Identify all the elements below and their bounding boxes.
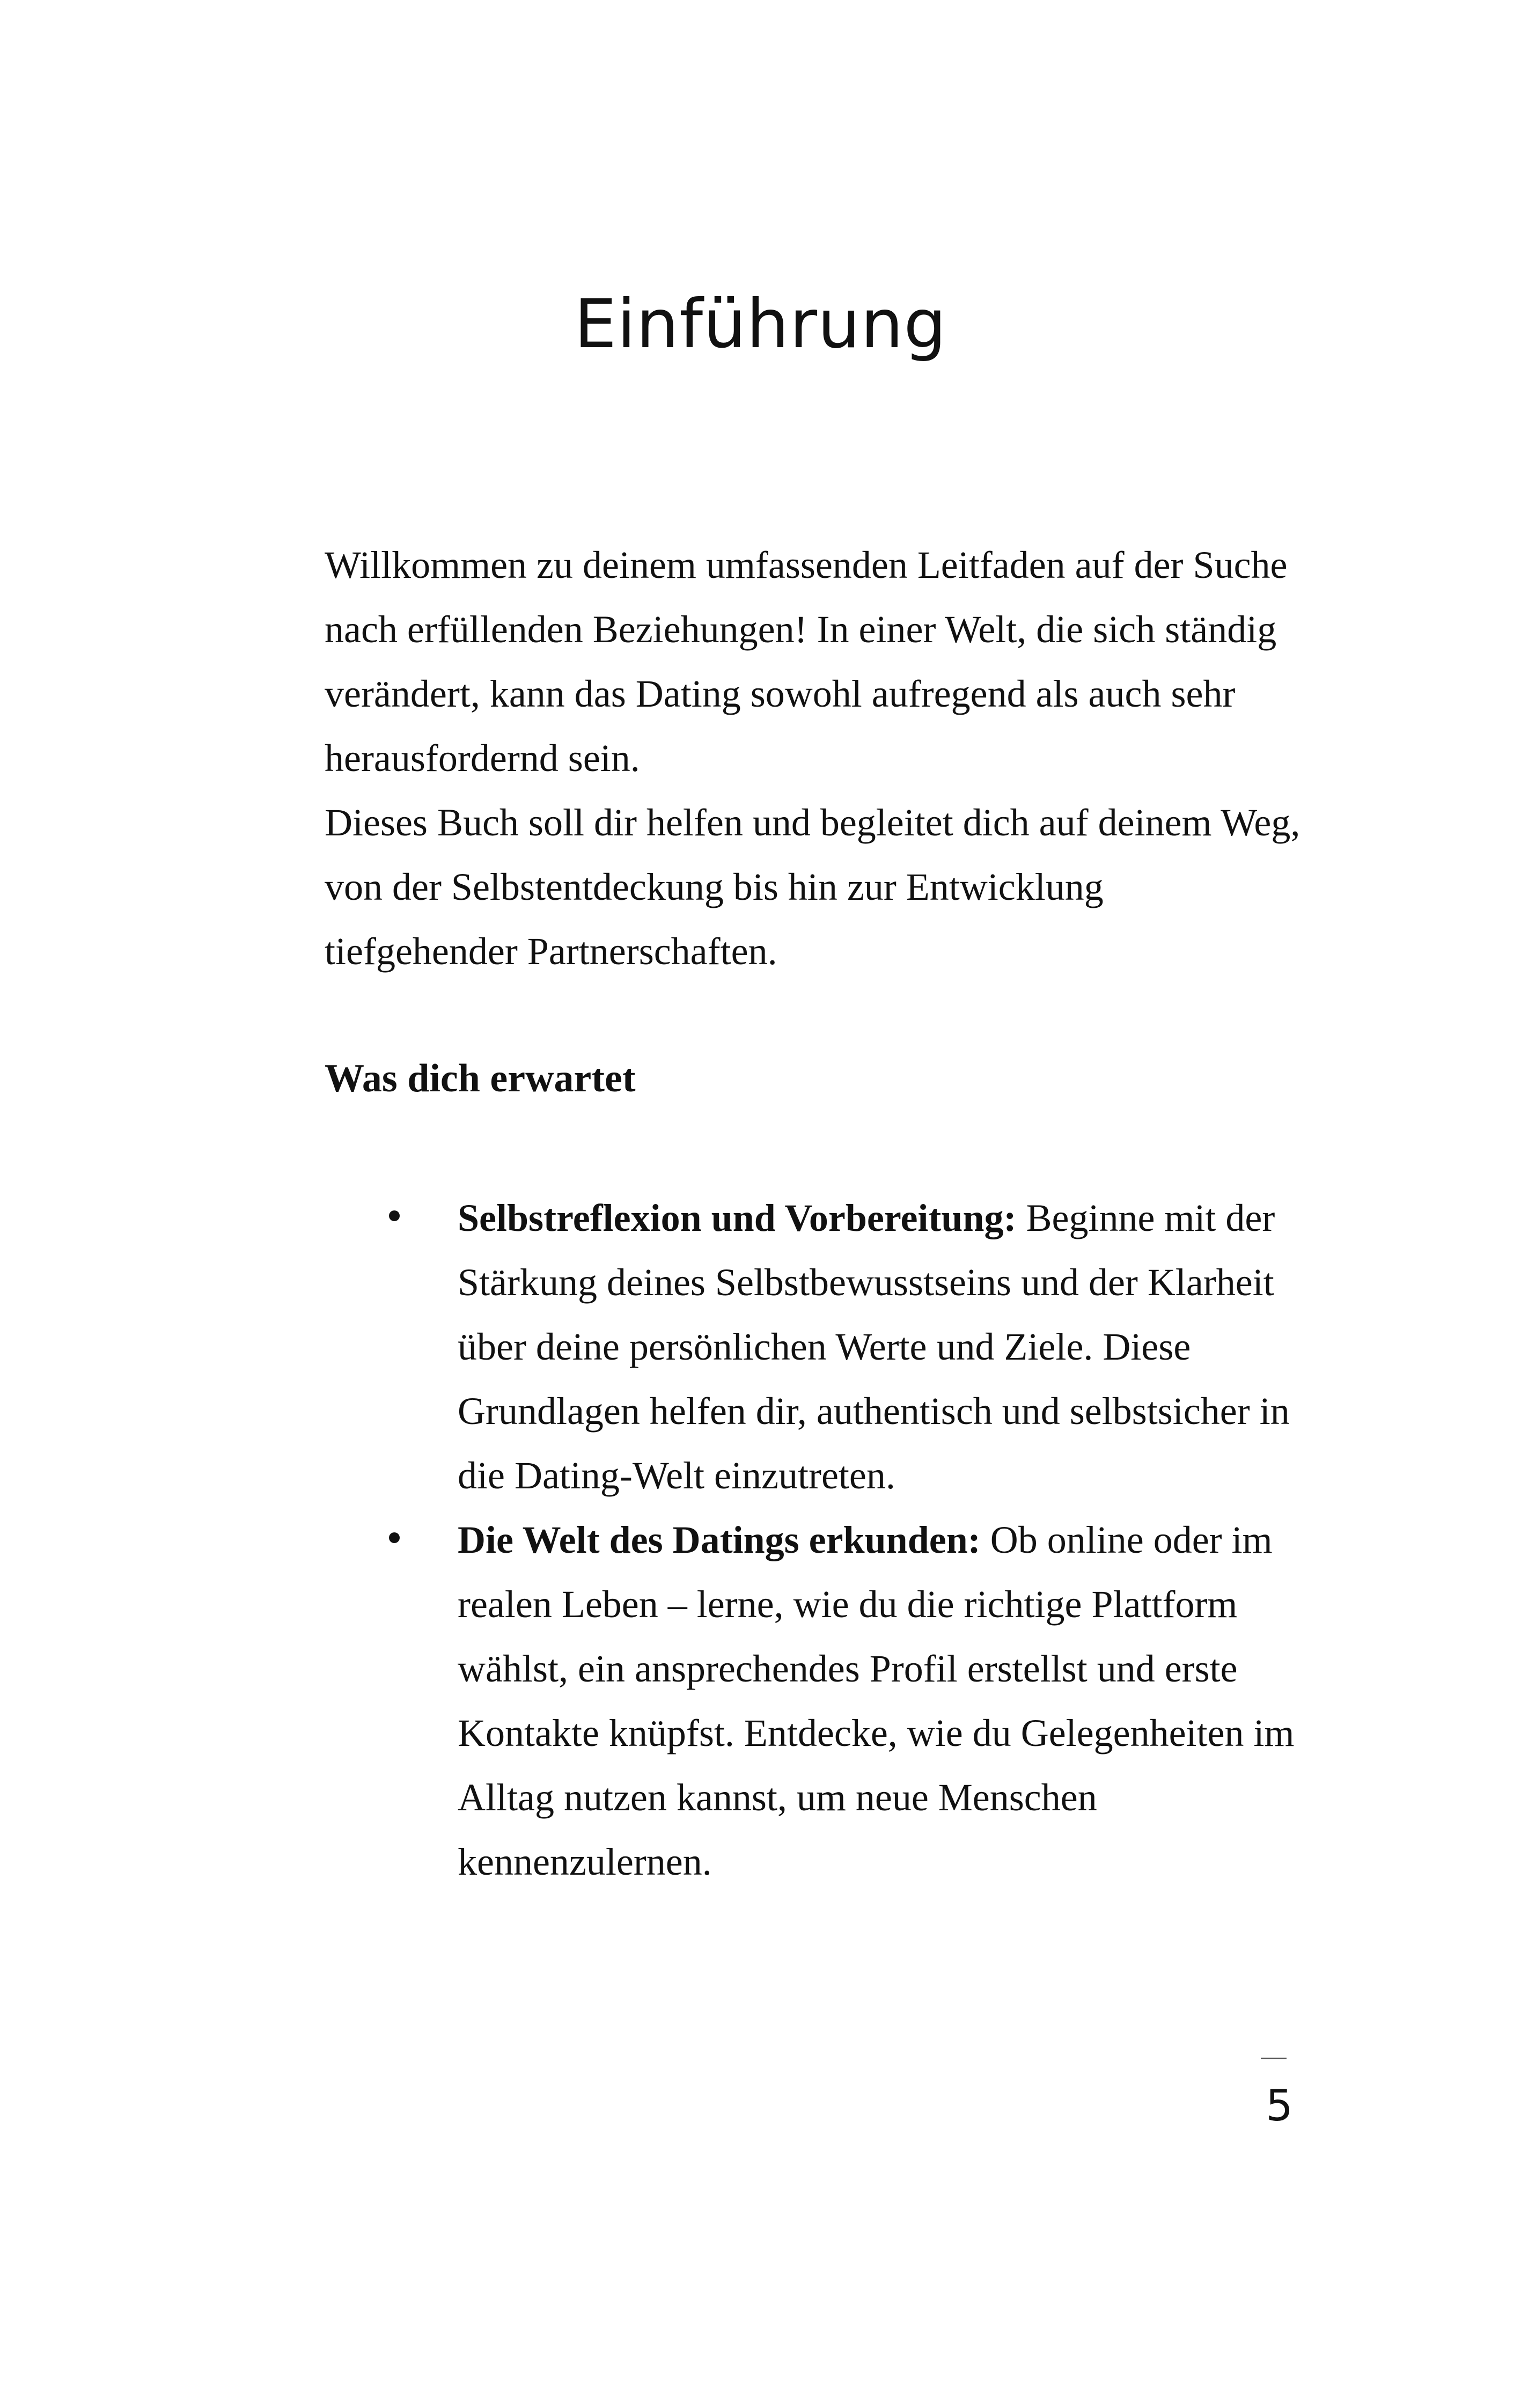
intro-paragraph: Willkommen zu deinem umfassenden Leitfaden auf der Suche nach erfüllenden Beziehungen! In einer Welt, die sich ständig verändert, kann das Dating sowohl aufregend als auch sehr herausfordernd sein.	[325, 544, 1288, 780]
bullet-term: Die Welt des Datings erkunden:	[458, 1518, 981, 1561]
intro-paragraph: Dieses Buch soll dir helfen und begleitet dich auf deinem Weg, von der Selbstentdeckung bis hin zur Entwicklung tiefgehender Partnerschaften.	[325, 801, 1300, 973]
page-number: 5	[1266, 2081, 1293, 2131]
bullet-text: Beginne mit der Stärkung deines Selbstbewusstseins und der Klarheit über deine persönlichen Werte und Ziele. Diese Grundlagen helfen dir, authentisch und selbstsicher in die Dating-Welt einzutreten.	[458, 1196, 1290, 1497]
bullet-item	[325, 1508, 1301, 1894]
section-heading: Was dich erwartet	[325, 1056, 636, 1100]
bullet-icon	[389, 1532, 400, 1543]
bullet-icon	[389, 1210, 400, 1221]
bullet-text: Ob online oder im realen Leben – lerne, wie du die richtige Plattform wählst, ein ansprechendes Profil erstellst und erste Kontakte knüpfst. Entdecke, wie du Gelegenheiten im Alltag nutzen kannst, um neue Menschen kennenzulernen.	[458, 1518, 1295, 1883]
page-title: Einführung	[574, 285, 947, 363]
bullet-list	[325, 1186, 1301, 1894]
bullet-term: Selbstreflexion und Vorbereitung:	[458, 1196, 1017, 1239]
bullet-item	[325, 1186, 1301, 1508]
intro-text	[325, 533, 1301, 983]
page-number-rule	[1261, 2058, 1287, 2059]
